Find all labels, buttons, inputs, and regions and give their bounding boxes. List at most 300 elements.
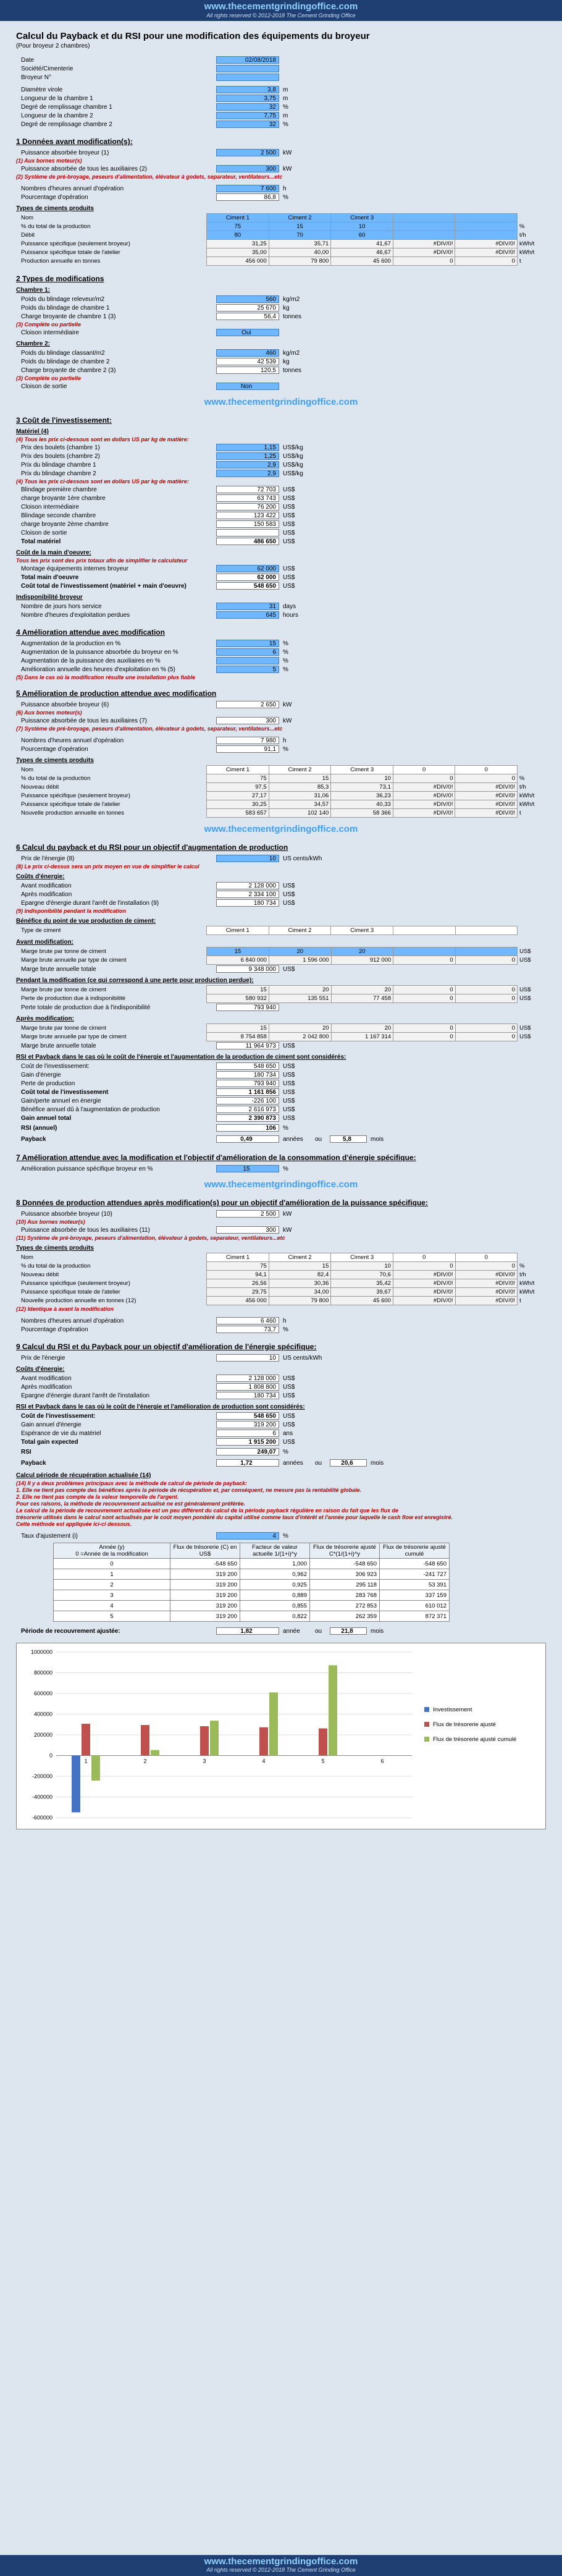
- table-cell[interactable]: 70: [269, 231, 331, 240]
- table-cell: 35,00: [207, 248, 269, 257]
- row-unit: US$: [519, 948, 531, 955]
- table-row: [21, 240, 546, 248]
- field-value: 180 734: [216, 1392, 279, 1399]
- s9-rsi-row: RSI 249,07 %: [21, 1448, 288, 1455]
- table-cell: 0: [393, 986, 455, 994]
- field-input[interactable]: 7,75: [216, 112, 279, 119]
- field-label: Espérance de vie du matériel: [21, 1430, 101, 1437]
- field-unit: m: [283, 86, 288, 93]
- row-label: Nom: [21, 766, 34, 773]
- table-cell: 58 366: [331, 809, 393, 818]
- field-value: 76 200: [216, 503, 279, 511]
- chart-bar: [151, 1750, 159, 1756]
- table-cell: 36,23: [331, 792, 393, 800]
- field-label: Gain annuel d'énergie: [21, 1421, 82, 1428]
- s6-before-total-value: 9 348 000: [216, 965, 279, 973]
- row-unit: kWh/t: [519, 1280, 535, 1287]
- field-label: Gain/perte annuel en énergie: [21, 1097, 101, 1104]
- row-unit: [518, 214, 546, 222]
- table-cell[interactable]: [393, 231, 455, 240]
- table-cell: 8 754 858: [207, 1033, 269, 1041]
- field-unit: US$: [283, 1106, 295, 1113]
- table-cell[interactable]: 75: [207, 222, 269, 231]
- table-cell: 135 551: [269, 994, 331, 1003]
- table-cell[interactable]: 60: [331, 231, 393, 240]
- table-cell: 0: [393, 1262, 455, 1271]
- s3-note4b: (4) Tous les prix ci-dessous sont en dollars US par kg de matière:: [16, 478, 189, 485]
- s3-prices1-row: [16, 469, 546, 478]
- s9-recov-title: Calcul période de récupération actualisée (14): [16, 1472, 151, 1479]
- field-input[interactable]: 32: [216, 103, 279, 111]
- table-cell[interactable]: [455, 214, 518, 222]
- row-unit: [518, 1253, 546, 1262]
- legend-swatch: [424, 1722, 429, 1727]
- table-cell[interactable]: 15: [207, 947, 269, 956]
- legend-swatch: [424, 1737, 429, 1742]
- table-cell[interactable]: [393, 947, 455, 956]
- s6-payback-months: 5,8: [330, 1135, 367, 1143]
- s3-prices2-row: [16, 511, 546, 520]
- field-input[interactable]: 15: [216, 640, 279, 647]
- s5-power-row: Puissance absorbée broyeur (6) 2 650 kW: [21, 701, 292, 708]
- site-link[interactable]: www.thecementgrindingoffice.com: [204, 1, 358, 12]
- field-label: Poids du blindage de chambre 1: [21, 304, 110, 311]
- s2-ch1-row: [16, 295, 546, 303]
- field-unit: US$: [283, 503, 295, 511]
- s1-aux-input[interactable]: 300: [216, 165, 279, 172]
- s6-during-total-value: 793 940: [216, 1004, 279, 1011]
- field-unit: hours: [283, 611, 299, 619]
- s8-hours-row: Nombres d'heures annuel d'opération 6 460 h: [21, 1317, 287, 1324]
- s6-before-table: [21, 947, 546, 965]
- cash-header: Flux de trésorerie ajusté cumulé: [380, 1543, 450, 1559]
- table-cell[interactable]: [455, 947, 517, 956]
- table-cell[interactable]: Ciment 2: [269, 214, 331, 222]
- field-label: Nombre de jours hors service: [21, 603, 102, 610]
- s6-rsi-title: RSI et Payback dans le cas où le coût de l'énergie et l'augmentation de la production de ciment sont considérés:: [16, 1054, 346, 1061]
- s2-note3: (3) Complète ou partielle: [16, 321, 82, 328]
- field-input[interactable]: [216, 74, 279, 81]
- table-cell: 456 000: [207, 1297, 269, 1305]
- mill-fields-row: [16, 85, 546, 94]
- s2-cloison-select[interactable]: Oui: [216, 329, 279, 336]
- table-cell: 29,75: [207, 1288, 269, 1297]
- field-label: Amélioration annuelle des heures d'exploitation en % (5): [21, 666, 175, 673]
- table-cell: Ciment 1: [207, 766, 269, 774]
- cash-cell: 337 159: [380, 1590, 450, 1601]
- field-value: 548 650: [216, 1062, 279, 1070]
- row-unit: US$: [519, 1033, 531, 1040]
- field-label: Epargne d'énergie durant l'arrêt de l'installation (9): [21, 899, 159, 907]
- s4-note5: (5) Dans le cas où la modification résulte une installation plus fiable: [16, 674, 196, 680]
- field-label: Epargne d'énergie durant l'arrêt de l'installation: [21, 1392, 150, 1399]
- s2-ch1-title: Chambre 1:: [16, 287, 51, 294]
- field-unit: days: [283, 603, 296, 610]
- footer-site-link[interactable]: www.thecementgrindingoffice.com: [204, 2556, 358, 2567]
- legend-label: Flux de trésorerie ajusté: [433, 1721, 496, 1728]
- field-label: Coût de l'investissement:: [21, 1062, 90, 1070]
- s9-energy-row: Prix de l'énergie 10 US cents/kWh: [21, 1354, 322, 1362]
- s3-mat-title: Matériel (4): [16, 428, 49, 435]
- table-cell: 10: [331, 1262, 393, 1271]
- field-input[interactable]: 5: [216, 666, 279, 673]
- row-label: Nouvelle production annuelle en tonnes: [21, 810, 124, 816]
- field-unit: %: [283, 103, 288, 111]
- field-value: 25 670: [216, 304, 279, 311]
- field-unit: tonnes: [283, 366, 302, 374]
- field-value: 150 583: [216, 520, 279, 528]
- cash-cell: 295 118: [310, 1580, 380, 1590]
- table-row: [21, 1024, 546, 1033]
- recov-note: (14) Il y a deux problèmes principaux avec la méthode de calcul de période de payback:: [16, 1480, 248, 1486]
- table-cell: #DIV/0!: [455, 1297, 518, 1305]
- table-cell[interactable]: [393, 222, 455, 231]
- table-cell: 0: [393, 1024, 455, 1033]
- table-cell: Ciment 1: [206, 926, 269, 935]
- field-unit: US$/kg: [283, 444, 303, 451]
- cash-cell: 0,889: [240, 1590, 310, 1601]
- s9-rate-input[interactable]: 4: [216, 1532, 279, 1540]
- s6-energy-input[interactable]: 10: [216, 855, 279, 862]
- table-cell: 34,57: [269, 800, 331, 809]
- row-label: Type de ciment: [21, 927, 61, 934]
- field-label: Avant modification: [21, 1375, 72, 1382]
- cash-cell: 306 923: [310, 1569, 380, 1580]
- s2-ch2-row: [16, 366, 546, 375]
- cash-cell: 3: [54, 1590, 170, 1601]
- s7-row: Amélioration puissance spécifique broyeur en % 15 %: [21, 1165, 288, 1172]
- s2-note3b: (3) Complète ou partielle: [16, 375, 82, 381]
- s1-hours-input[interactable]: 7 600: [216, 185, 279, 192]
- cash-row: [54, 1611, 450, 1622]
- row-label: Perte de production due à indisponibilité: [21, 995, 126, 1002]
- field-input[interactable]: 2,9: [216, 461, 279, 468]
- table-cell: Ciment 3: [331, 766, 393, 774]
- table-cell[interactable]: [455, 231, 518, 240]
- field-input[interactable]: [216, 657, 279, 664]
- table-cell: 40,00: [269, 248, 331, 257]
- field-value: 120,5: [216, 366, 279, 374]
- table-cell[interactable]: 80: [207, 231, 269, 240]
- cash-cell: 319 200: [170, 1590, 240, 1601]
- table-cell: 0: [393, 956, 455, 965]
- field-unit: US$: [283, 494, 295, 502]
- s1-pct-value: 86,8: [216, 193, 279, 201]
- field-label: Cloison intermédiaire: [21, 503, 79, 511]
- field-value: 63 743: [216, 494, 279, 502]
- field-label: Après modification: [21, 1383, 72, 1391]
- s1-power-input[interactable]: 2 500: [216, 149, 279, 156]
- s4-fields-row: [16, 665, 546, 674]
- table-cell: 1 596 000: [269, 956, 331, 965]
- field-value: 1 915 200: [216, 1438, 279, 1446]
- s6-after-total-value: 11 964 973: [216, 1042, 279, 1049]
- s8-aux-value: 300: [216, 1226, 279, 1234]
- s8-power-value: 2 500: [216, 1210, 279, 1218]
- s9-cash-table: [53, 1543, 450, 1622]
- table-cell[interactable]: 10: [331, 222, 393, 231]
- field-unit: US$: [283, 520, 295, 528]
- section-4-title: 4 Amélioration attendue avec modification: [16, 628, 165, 637]
- table-cell: #DIV/0!: [455, 792, 518, 800]
- field-value: 56,4: [216, 313, 279, 320]
- table-cell: #DIV/0!: [455, 248, 518, 257]
- table-row: [21, 1279, 546, 1288]
- field-input[interactable]: 02/08/2018: [216, 56, 279, 64]
- table-cell: [455, 926, 518, 935]
- s9-rsi-rows: [16, 1412, 546, 1446]
- row-unit: t/h: [519, 1271, 526, 1278]
- table-cell: 30,25: [207, 800, 269, 809]
- s1-hours-row: Nombres d'heures annuel d'opération 7 600 h: [21, 185, 287, 192]
- table-cell: Ciment 1: [207, 1253, 269, 1262]
- cash-cell: -241 727: [380, 1569, 450, 1580]
- s8-pct-row: Pourcentage d'opération 73,7 %: [21, 1326, 288, 1333]
- table-cell[interactable]: 20: [331, 947, 393, 956]
- table-cell: 1 167 314: [331, 1033, 393, 1041]
- section-1-title: 1 Données avant modification(s):: [16, 137, 133, 146]
- s2-ch2-row: [16, 349, 546, 357]
- field-label: Augmentation de la puissance des auxiliaires en %: [21, 657, 161, 664]
- cash-header-row: [54, 1543, 450, 1559]
- cashflow-chart-svg: [17, 1643, 545, 1829]
- s4-fields-row: [16, 648, 546, 656]
- s1-cement-table: [21, 213, 546, 266]
- table-cell: 0: [393, 774, 455, 783]
- table-cell: 79 800: [269, 257, 331, 266]
- footer-rights: All rights reserved © 2012-2018 The Cement Grinding Office: [206, 2567, 356, 2573]
- field-label: Longueur de la chambre 2: [21, 112, 93, 119]
- field-input[interactable]: 1,25: [216, 452, 279, 460]
- row-label: Puissance spécifique totale de l'atelier: [21, 249, 120, 256]
- field-unit: US$/kg: [283, 452, 303, 460]
- field-input[interactable]: 3,8: [216, 86, 279, 93]
- watermark-3[interactable]: www.thecementgrindingoffice.com: [204, 1179, 358, 1190]
- field-label: Avant modification: [21, 882, 72, 889]
- table-row: [21, 994, 546, 1003]
- cash-cell: 0,962: [240, 1569, 310, 1580]
- s8-pct-value: 73,7: [216, 1326, 279, 1333]
- table-cell: 82,4: [269, 1271, 331, 1279]
- watermark-2[interactable]: www.thecementgrindingoffice.com: [204, 824, 358, 834]
- s8-cement-table: [21, 1253, 546, 1305]
- table-cell: 73,1: [331, 783, 393, 792]
- table-cell: 27,17: [207, 792, 269, 800]
- field-input[interactable]: 2,9: [216, 470, 279, 477]
- table-cell: 30,36: [269, 1279, 331, 1288]
- table-cell: [393, 926, 456, 935]
- table-cell: 79 800: [269, 1297, 331, 1305]
- s6-rsi-rows: [16, 1062, 546, 1122]
- section-5-title: 5 Amélioration de production attendue avec modification: [16, 689, 217, 698]
- s9-costs-title: Coûts d'énergie:: [16, 1366, 65, 1373]
- field-input[interactable]: 645: [216, 611, 279, 619]
- row-label: % du total de la production: [21, 775, 91, 782]
- s9-costs: [16, 1374, 546, 1400]
- field-input[interactable]: 3,75: [216, 95, 279, 102]
- table-cell: #DIV/0!: [393, 792, 455, 800]
- table-cell: 75: [207, 774, 269, 783]
- row-unit: t/h: [519, 232, 526, 239]
- table-cell: 15: [207, 1024, 269, 1033]
- field-label: Poids du blindage releveur/m2: [21, 295, 105, 303]
- s8-note10: (10) Aux bornes moteur(s): [16, 1219, 85, 1225]
- row-unit: %: [519, 775, 525, 782]
- field-input[interactable]: 32: [216, 121, 279, 128]
- table-cell: 0: [393, 766, 455, 774]
- field-unit: US$: [283, 486, 295, 493]
- s3-labour-row: Montage équipements internes broyeur 62 000 US$: [21, 565, 295, 572]
- field-value: 319 200: [216, 1421, 279, 1428]
- field-unit: US$: [283, 1412, 295, 1420]
- row-label: Débit: [21, 232, 35, 239]
- table-row: [21, 1253, 546, 1262]
- table-cell: 39,67: [331, 1288, 393, 1297]
- table-cell: 75: [207, 1262, 269, 1271]
- row-label: Puissance spécifique (seulement broyeur): [21, 792, 130, 799]
- s3-total-inv-value: 548 650: [216, 582, 279, 590]
- table-cell: 0: [455, 1262, 518, 1271]
- mill-fields-row: [16, 120, 546, 129]
- field-input[interactable]: 31: [216, 603, 279, 610]
- s2-ch1-row: [16, 303, 546, 312]
- table-cell: #DIV/0!: [455, 1271, 518, 1279]
- content: [0, 21, 562, 1829]
- field-unit: kg/m2: [283, 349, 300, 357]
- s9-payback-row: Payback 1,72 années ou 20,6 mois: [21, 1459, 384, 1467]
- field-unit: US$: [283, 1071, 295, 1078]
- field-label: Coût total de l'investissement: [21, 1088, 109, 1096]
- s3-indispo-title: Indisponibilité broyeur: [16, 594, 83, 601]
- table-cell: 97,5: [207, 783, 269, 792]
- field-unit: kg/m2: [283, 295, 300, 303]
- table-cell: 456 000: [207, 257, 269, 266]
- field-unit: m: [283, 112, 288, 119]
- field-input[interactable]: 560: [216, 295, 279, 303]
- cash-header: Flux de trésorerie (C) en US$: [170, 1543, 240, 1559]
- s6-after-table: [21, 1023, 546, 1041]
- row-unit: %: [519, 223, 525, 230]
- page-subtitle: (Pour broyeur 2 chambres): [16, 43, 90, 49]
- table-cell: 20: [331, 1024, 393, 1033]
- row-label: Nom: [21, 1254, 34, 1261]
- s9-adj-months: 21,8: [330, 1627, 367, 1635]
- s3-prices1-row: [16, 460, 546, 469]
- cash-cell: 272 853: [310, 1601, 380, 1611]
- field-value: 2 616 973: [216, 1106, 279, 1113]
- cash-row: [54, 1569, 450, 1580]
- table-cell: 26,56: [207, 1279, 269, 1288]
- table-cell: 15: [269, 1262, 331, 1271]
- field-value: 42 539: [216, 358, 279, 365]
- table-cell: 85,3: [269, 783, 331, 792]
- table-cell: 45 600: [331, 1297, 393, 1305]
- field-input[interactable]: [216, 65, 279, 72]
- field-label: charge broyante 1ère chambre: [21, 494, 106, 502]
- field-label: Perte de production: [21, 1080, 75, 1087]
- field-unit: kg: [283, 304, 290, 311]
- chart-bar: [259, 1727, 268, 1756]
- cash-row: [54, 1580, 450, 1590]
- s2-cloison-row: Cloison intermédiaire Oui: [16, 328, 546, 337]
- field-label: Longueur de la chambre 1: [21, 95, 93, 102]
- field-value: 180 734: [216, 1071, 279, 1078]
- table-cell[interactable]: Ciment 1: [207, 214, 269, 222]
- cash-cell: 5: [54, 1611, 170, 1622]
- table-cell[interactable]: 15: [269, 222, 331, 231]
- s6-costs-row: [16, 899, 546, 907]
- field-label: Société/Cimenterie: [21, 65, 73, 72]
- cash-cell: 0,925: [240, 1580, 310, 1590]
- s4-fields: [16, 639, 546, 674]
- row-unit: US$: [519, 1025, 531, 1032]
- s9-energy-value: 10: [216, 1354, 279, 1362]
- cash-header: Flux de trésorerie ajusté C*(1/(1+i)^y: [310, 1543, 380, 1559]
- table-row: [21, 792, 546, 800]
- table-cell: 15: [269, 774, 331, 783]
- field-unit: US$/kg: [283, 470, 303, 477]
- field-value: 1 808 800: [216, 1383, 279, 1391]
- field-value: 793 940: [216, 1080, 279, 1087]
- field-unit: US$/kg: [283, 461, 303, 468]
- table-row: [21, 1271, 546, 1279]
- row-label: Nouveau débit: [21, 1271, 59, 1278]
- recov-note: Cette méthode est appliquée ici-ci dessous.: [16, 1521, 132, 1527]
- cash-cell: 319 200: [170, 1611, 240, 1622]
- row-unit: kWh/t: [519, 801, 535, 808]
- table-cell: 0: [393, 1033, 455, 1041]
- watermark-1[interactable]: www.thecementgrindingoffice.com: [204, 397, 358, 407]
- table-cell: 35,42: [331, 1279, 393, 1288]
- cash-cell: 1: [54, 1569, 170, 1580]
- row-unit: kWh/t: [519, 240, 535, 247]
- table-cell[interactable]: [455, 222, 518, 231]
- cash-cell: 1,000: [240, 1559, 310, 1569]
- field-unit: US$: [283, 882, 295, 889]
- chart-bar: [82, 1724, 90, 1755]
- table-cell: #DIV/0!: [393, 800, 455, 809]
- table-cell: 0: [393, 1253, 455, 1262]
- field-value: 180 734: [216, 899, 279, 907]
- s3-prices1: [16, 443, 546, 478]
- s5-types-title: Types de ciments produits: [16, 757, 94, 764]
- field-input[interactable]: 460: [216, 349, 279, 357]
- table-cell: 0: [455, 1024, 517, 1033]
- section-2-title: 2 Types de modifications: [16, 274, 104, 283]
- s6-before-title: Avant modification:: [16, 939, 73, 946]
- s7-input[interactable]: 15: [216, 1165, 279, 1172]
- cash-cell: 0,822: [240, 1611, 310, 1622]
- field-label: Augmentation de la production en %: [21, 640, 121, 647]
- s5-pct-value: 91,1: [216, 745, 279, 753]
- s3-labour-input[interactable]: 62 000: [216, 565, 279, 572]
- row-label: Puissance spécifique totale de l'atelier: [21, 801, 120, 808]
- table-cell: 10: [331, 774, 393, 783]
- s8-note11: (11) Système de pré-broyage, peseurs d'alimentation, élévateur à godets, separateur, ventilateurs...etc: [16, 1235, 285, 1241]
- field-input[interactable]: 1,15: [216, 444, 279, 451]
- cashflow-chart: [16, 1643, 546, 1829]
- s2-sortie-select[interactable]: Non: [216, 383, 279, 390]
- field-unit: US$: [283, 899, 295, 907]
- field-input[interactable]: 6: [216, 648, 279, 656]
- field-value: 72 703: [216, 486, 279, 493]
- table-cell[interactable]: [393, 214, 455, 222]
- table-cell[interactable]: Ciment 3: [331, 214, 393, 222]
- table-cell[interactable]: 20: [269, 947, 331, 956]
- field-label: Blindage seconde chambre: [21, 512, 96, 519]
- y-tick-label: -600000: [31, 1815, 52, 1821]
- field-value: 1 161 856: [216, 1088, 279, 1096]
